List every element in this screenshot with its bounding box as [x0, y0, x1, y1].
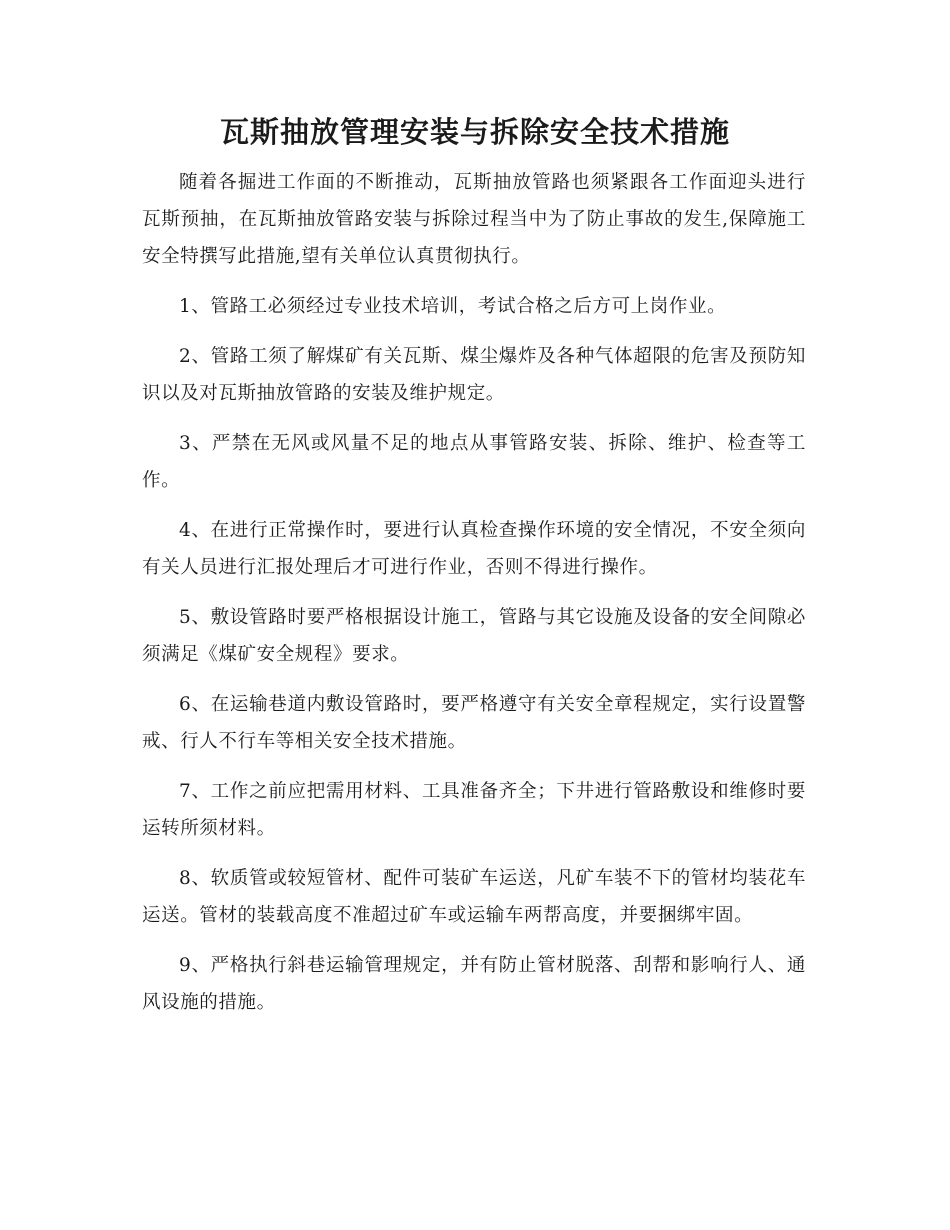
measure-item-1: 1、管路工必须经过专业技术培训，考试合格之后方可上岗作业。	[179, 296, 727, 317]
measure-item-8: 8、软质管或较短管材、配件可装矿车运送，凡矿车装不下的管材均装花车运送。管材的装载高度不准超过矿车或运输车两帮高度，并要捆绑牢固。	[142, 868, 806, 926]
measure-item-4: 4、在进行正常操作时，要进行认真检查操作环境的安全情况，不安全须向有关人员进行汇报处理后才可进行作业，否则不得进行操作。	[142, 520, 806, 578]
measure-item-7: 7、工作之前应把需用材料、工具准备齐全；下井进行管路敷设和维修时要运转所须材料。	[142, 781, 806, 839]
measure-item-9: 9、严格执行斜巷运输管理规定，并有防止管材脱落、刮帮和影响行人、通风设施的措施。	[142, 955, 806, 1013]
document-body	[142, 164, 806, 1034]
intro-paragraph: 随着各掘进工作面的不断推动，瓦斯抽放管路也须紧跟各工作面迎头进行瓦斯预抽，在瓦斯抽放管路安装与拆除过程当中为了防止事故的发生,保障施工安全特撰写此措施,望有关单位认真贯彻执行。	[142, 172, 806, 267]
measure-item-3: 3、严禁在无风或风量不足的地点从事管路安装、拆除、维护、检查等工作。	[142, 433, 806, 491]
measure-item-2: 2、管路工须了解煤矿有关瓦斯、煤尘爆炸及各种气体超限的危害及预防知识以及对瓦斯抽放管路的安装及维护规定。	[142, 346, 806, 404]
measure-item-6: 6、在运输巷道内敷设管路时，要严格遵守有关安全章程规定，实行设置警戒、行人不行车等相关安全技术措施。	[142, 694, 806, 752]
document-title: 瓦斯抽放管理安装与拆除安全技术措施	[219, 115, 730, 149]
measure-item-5: 5、敷设管路时要严格根据设计施工，管路与其它设施及设备的安全间隙必须满足《煤矿安全规程》要求。	[142, 607, 806, 665]
